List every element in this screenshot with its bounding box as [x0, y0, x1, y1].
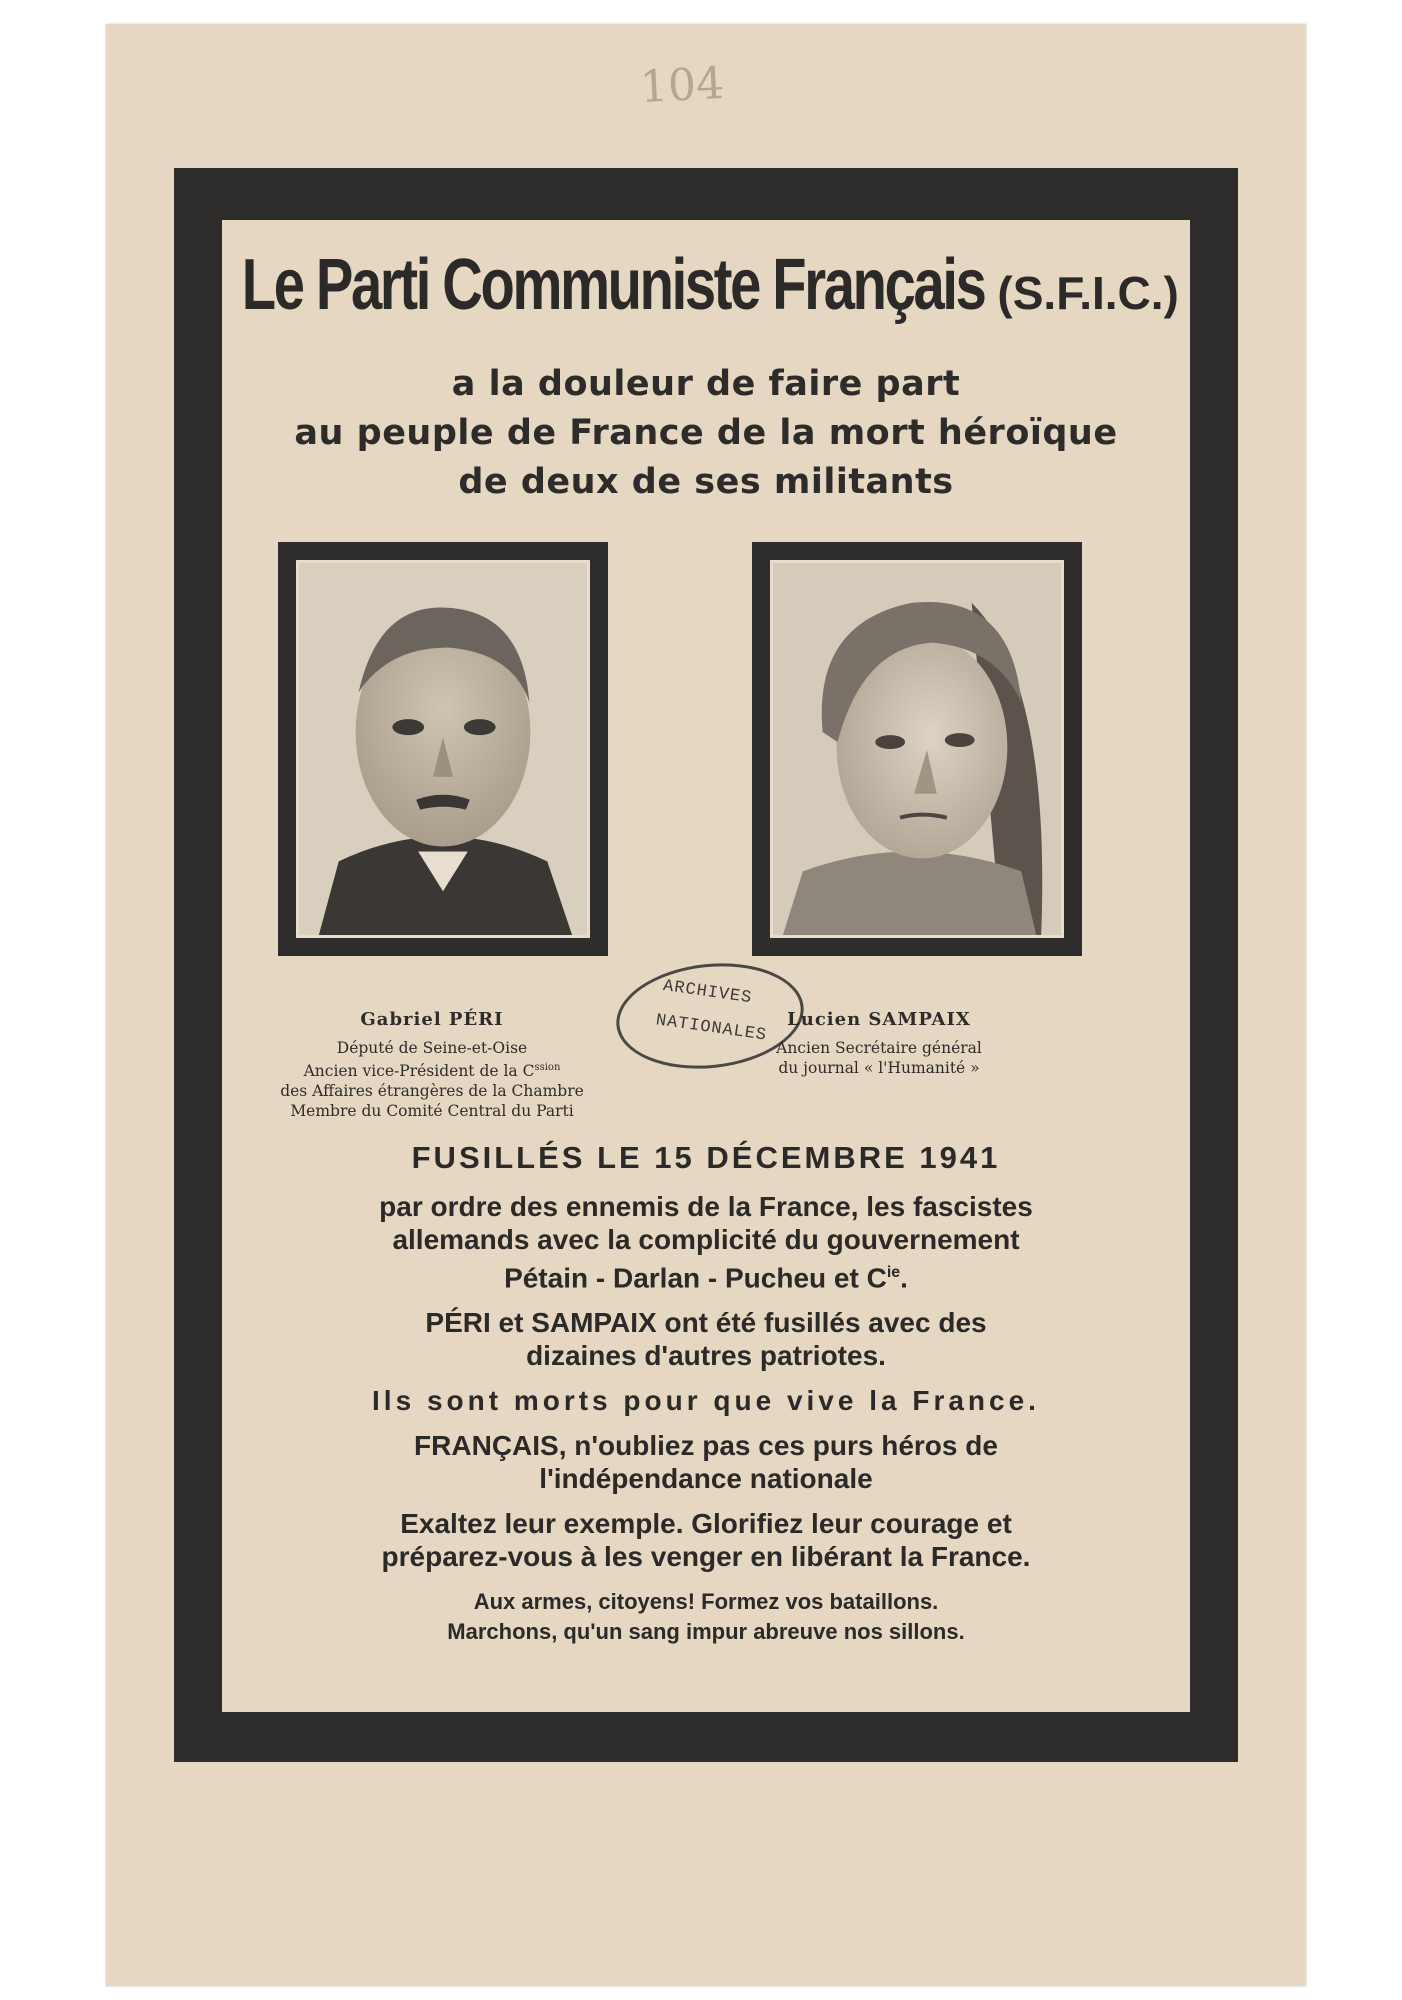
- paragraph-line: Exaltez leur exemple. Glorifiez leur courage et: [400, 1508, 1012, 1540]
- announcement-line: de deux de ses militants: [458, 462, 954, 502]
- paragraph-line: dizaines d'autres patriotes.: [526, 1340, 886, 1372]
- caption-line: des Affaires étrangères de la Chambre: [280, 1082, 584, 1101]
- paragraph-line: par ordre des ennemis de la France, les fascistes: [379, 1191, 1033, 1222]
- caption-line: Membre du Comité Central du Parti: [290, 1102, 574, 1121]
- caption-line: Député de Seine-et-Oise: [336, 1039, 528, 1057]
- paragraph-2: [296, 1306, 1116, 1372]
- announcement: [222, 360, 1190, 507]
- caption-line-text: Ancien vice-Président de la C: [303, 1062, 535, 1081]
- paragraph-line: l'indépendance nationale: [539, 1463, 873, 1495]
- caption-peri: [222, 1010, 642, 1121]
- caption-line: du journal « l'Humanité »: [778, 1059, 980, 1077]
- portrait-sampaix: [752, 542, 1082, 956]
- caption-line: [222, 1058, 642, 1081]
- title-main: Le Parti Communiste Français: [241, 245, 985, 325]
- paragraph-line: Ils sont morts pour que vive la France.: [372, 1385, 1040, 1417]
- caption-sampaix: [734, 1010, 1024, 1078]
- paragraph-sup: ie: [886, 1264, 901, 1281]
- paragraph-line-text: Pétain - Darlan - Pucheu et C: [504, 1262, 887, 1294]
- paragraph-4: [296, 1429, 1116, 1495]
- caption-sup: ssion: [534, 1062, 561, 1073]
- paragraph-5: [296, 1507, 1116, 1573]
- paragraph-1: [296, 1190, 1116, 1294]
- paragraph-line: préparez-vous à les venger en libérant la France.: [381, 1541, 1031, 1573]
- announcement-line: au peuple de France de la mort héroïque: [294, 413, 1118, 453]
- portrait-peri-image: [296, 560, 590, 938]
- paragraph-line: PÉRI et SAMPAIX ont été fusillés avec des: [425, 1307, 987, 1339]
- stamp-top-text: ARCHIVES: [661, 976, 754, 1009]
- portrait-sampaix-image: [770, 560, 1064, 938]
- militant-name: Lucien SAMPAIX: [787, 1009, 971, 1030]
- title-suffix: (S.F.I.C.): [997, 267, 1179, 319]
- poster-content: [222, 220, 1190, 1712]
- announcement-line: a la douleur de faire part: [451, 364, 961, 404]
- portrait-peri: [278, 542, 608, 956]
- paragraph-3: [296, 1384, 1116, 1417]
- quote-line: Marchons, qu'un sang impur abreuve nos sillons.: [447, 1619, 965, 1645]
- archive-number: 104: [638, 57, 726, 114]
- quote-line: Aux armes, citoyens! Formez vos bataillons.: [473, 1589, 939, 1615]
- militant-name: Gabriel PÉRI: [360, 1009, 504, 1030]
- poster-body: [222, 1140, 1190, 1647]
- caption-line: Ancien Secrétaire général: [776, 1039, 982, 1057]
- marseillaise-quote: [222, 1587, 1190, 1647]
- paragraph-line: [296, 1256, 1116, 1294]
- execution-date-heading: FUSILLÉS LE 15 DÉCEMBRE 1941: [411, 1140, 1001, 1175]
- poster-title: [222, 244, 1190, 326]
- paragraph-line: allemands avec la complicité du gouvernement: [392, 1224, 1020, 1255]
- paragraph-line: FRANÇAIS, n'oubliez pas ces purs héros de: [414, 1430, 998, 1462]
- stamp-bottom-text: NATIONALES: [654, 1011, 769, 1046]
- paragraph-line-end: .: [900, 1262, 908, 1294]
